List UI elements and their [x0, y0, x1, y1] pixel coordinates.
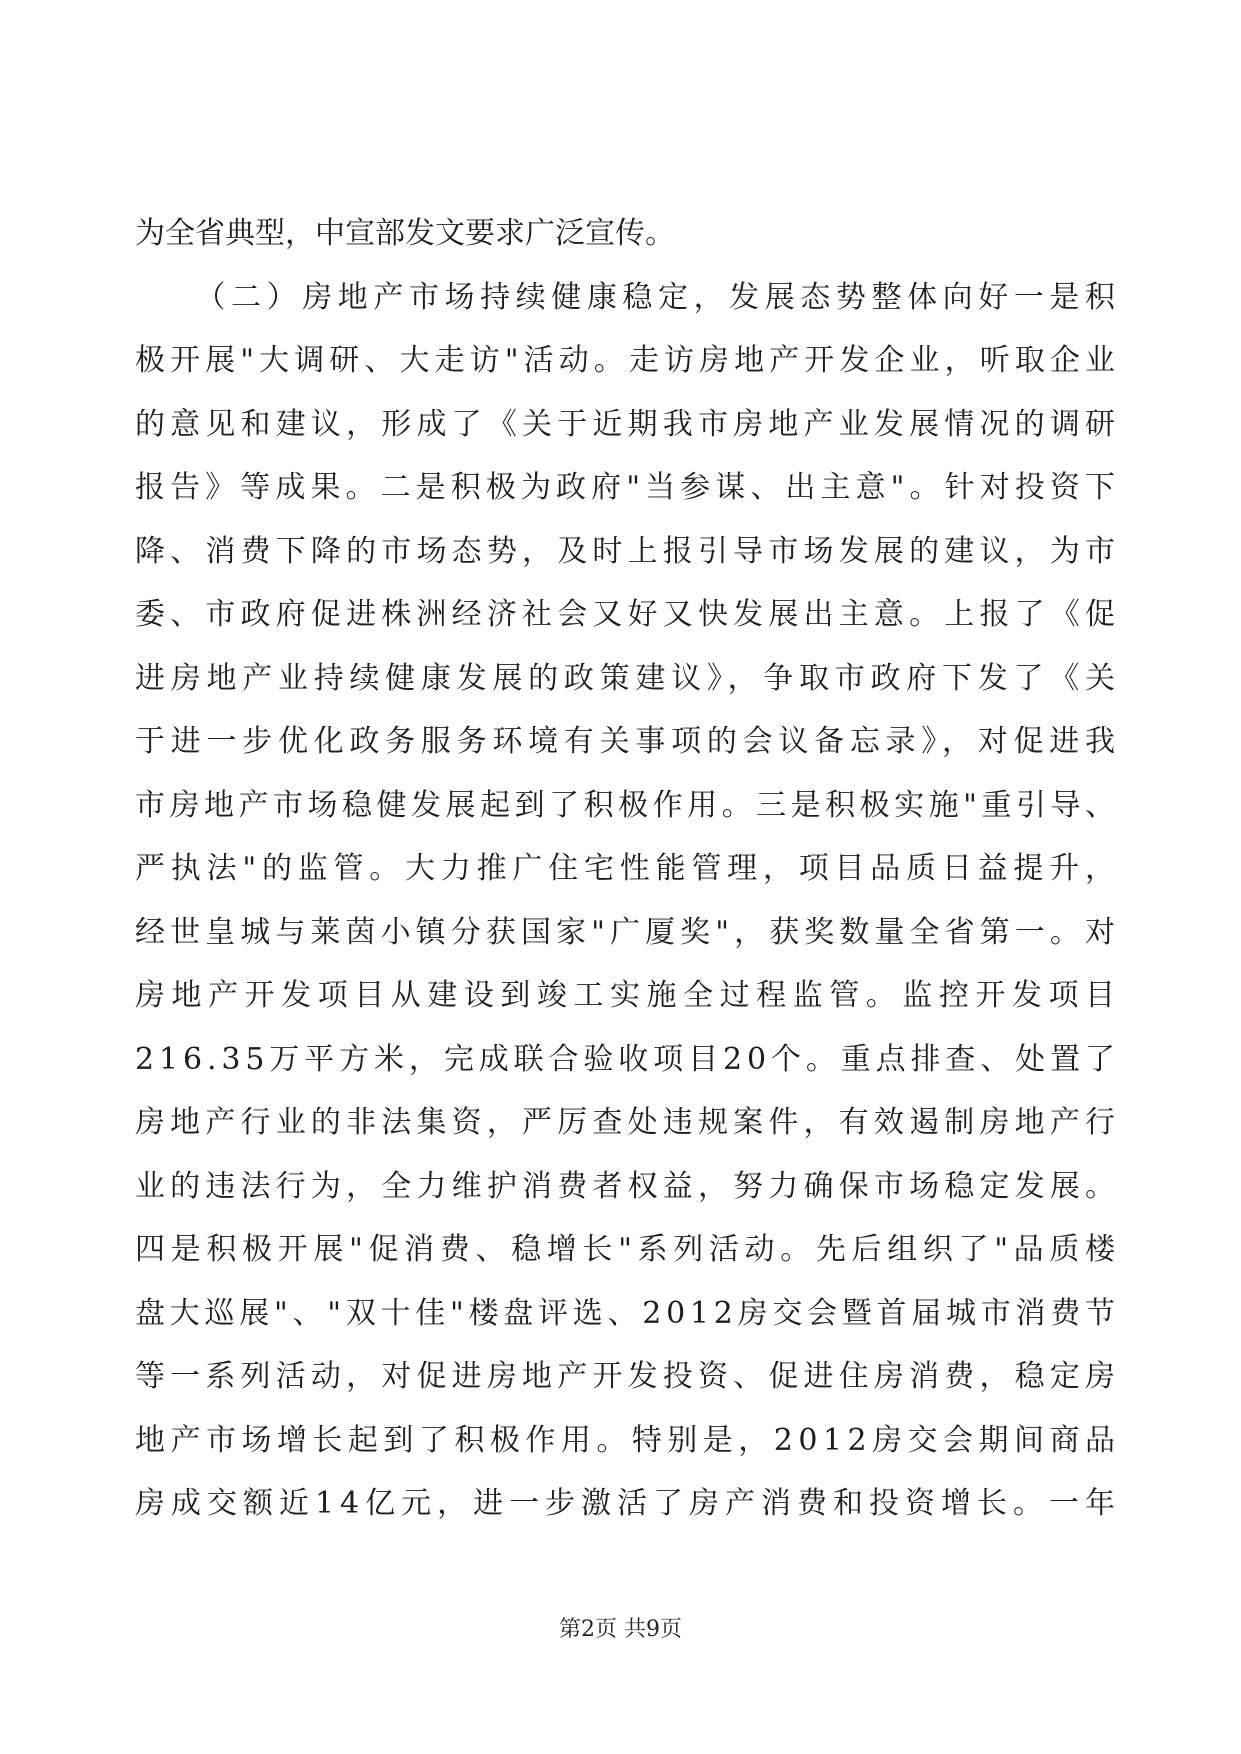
text-line: 等一系列活动，对促进房地产开发投资、促进住房消费，稳定房 — [135, 1359, 1121, 1394]
text-line: 委、市政府促进株洲经济社会又好又快发展出主意。上报了《促 — [135, 597, 1121, 632]
text-line: 的意见和建议，形成了《关于近期我市房地产业发展情况的调研 — [135, 406, 1121, 442]
text-line: 地产市场增长起到了积极作用。特别是，2012房交会期间商品 — [135, 1422, 1121, 1458]
text-line: 房地产行业的非法集资，严厉查处违规案件，有效遏制房地产行 — [135, 1105, 1121, 1140]
text-line: 为全省典型，中宣部发文要求广泛宣传。 — [135, 216, 675, 251]
text-line: 于进一步优化政务服务环境有关事项的会议备忘录》，对促进我 — [135, 724, 1121, 759]
text-line: 房成交额近14亿元，进一步激活了房产消费和投资增长。一年 — [135, 1486, 1121, 1521]
text-line: 四是积极开展"促消费、稳增长"系列活动。先后组织了"品质楼 — [135, 1232, 1121, 1267]
text-line: 盘大巡展"、"双十佳"楼盘评选、2012房交会暨首届城市消费节 — [135, 1295, 1120, 1331]
text-line: 经世皇城与莱茵小镇分获国家"广厦奖"，获奖数量全省第一。对 — [135, 914, 1121, 950]
text-line: 市房地产市场稳健发展起到了积极作用。三是积极实施"重引导、 — [135, 787, 1120, 823]
text-line: 房地产开发项目从建设到竣工实施全过程监管。监控开发项目 — [135, 978, 1122, 1013]
body-text — [135, 202, 1122, 1536]
text-line: 业的违法行为，全力维护消费者权益，努力确保市场稳定发展。 — [135, 1168, 1121, 1204]
text-line: 进房地产业持续健康发展的政策建议》，争取市政府下发了《关 — [135, 660, 1121, 696]
text-line: 极开展"大调研、大走访"活动。走访房地产开发企业，听取企业 — [135, 343, 1121, 378]
page-footer: 第2页 共9页 — [559, 1617, 682, 1642]
text-line: 严执法"的监管。大力推广住宅性能管理，项目品质日益提升， — [135, 851, 1121, 886]
text-line: 216.35万平方米，完成联合验收项目20个。重点排查、处置了 — [135, 1041, 1120, 1077]
text-line: 报告》等成果。二是积极为政府"当参谋、出主意"。针对投资下 — [135, 470, 1121, 505]
text-line: （二）房地产市场持续健康稳定，发展态势整体向好一是积 — [135, 279, 1121, 315]
text-line: 降、消费下降的市场态势，及时上报引导市场发展的建议，为市 — [135, 533, 1121, 569]
